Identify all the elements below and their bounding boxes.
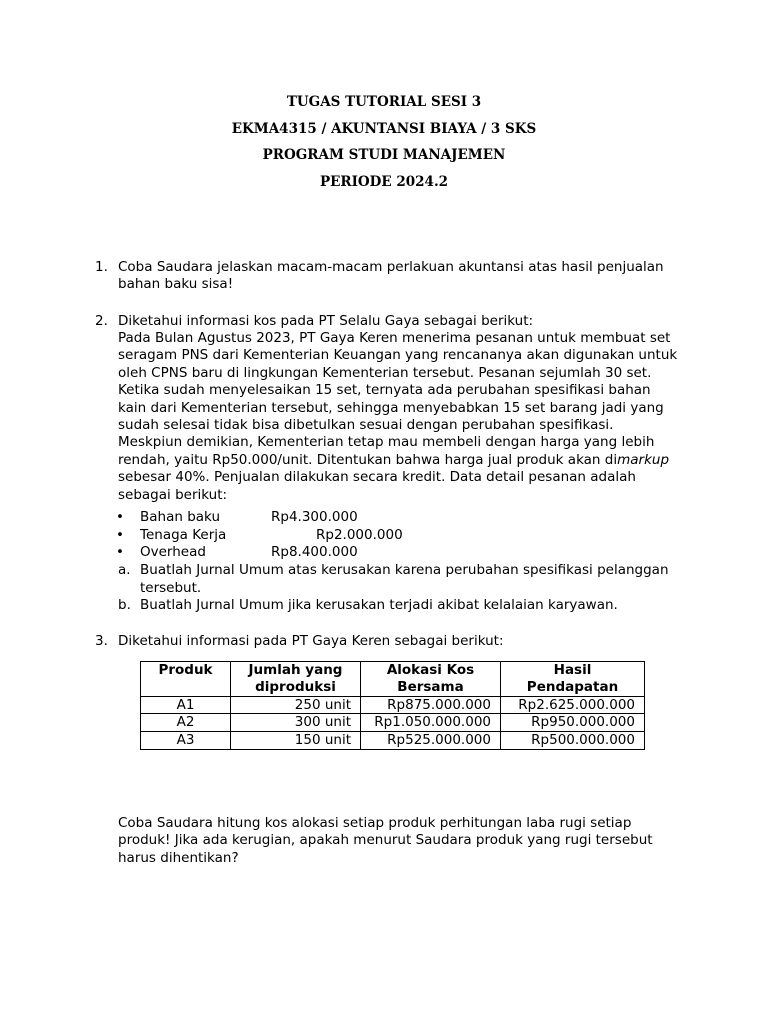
- question-2-intro: Diketahui informasi kos pada PT Selalu Gaya sebagai berikut:: [118, 313, 534, 329]
- closing-line: produk! Jika ada kerugian, apakah menurut Saudara produk yang rugi tersebut: [118, 832, 653, 849]
- header-jumlah: Jumlah yang diproduksi: [231, 662, 361, 697]
- table-row: [141, 732, 645, 750]
- paragraph-line: Meskpiun demikian, Kementerian tetap mau membeli dengan harga yang lebih: [118, 434, 655, 451]
- table-header-row: [141, 662, 645, 697]
- question-2-paragraph: [118, 330, 693, 504]
- paragraph-line: kain dari Kementerian tersebut, sehingga menyebabkan 15 set barang jadi yang: [118, 399, 664, 416]
- cell-allocation: Rp875.000.000: [361, 696, 501, 714]
- cell-revenue: Rp950.000.000: [501, 714, 645, 732]
- sub-question-a-letter: a.: [118, 562, 131, 578]
- cell-revenue: Rp2.625.000.000: [501, 696, 645, 714]
- sub-question-b-letter: b.: [118, 597, 131, 613]
- bullet-icon: •: [116, 509, 124, 525]
- cell-product: A1: [141, 696, 231, 714]
- paragraph-line: oleh CPNS baru di lingkungan Kementerian tersebut. Pesanan sejumlah 30 set.: [118, 364, 652, 381]
- header-alokasi: Alokasi Kos Bersama: [361, 662, 501, 697]
- sub-question-a-line-1: Buatlah Jurnal Umum atas kerusakan karena perubahan spesifikasi pelanggan: [140, 562, 669, 578]
- markup-prefix: rendah, yaitu Rp50.000/unit. Ditentukan bahwa harga jual produk akan di: [118, 451, 618, 468]
- cell-quantity: 150 unit: [231, 732, 361, 750]
- cost-value: Rp4.300.000: [271, 509, 358, 525]
- paragraph-line: sudah selesai tidak bisa dibetulkan sesuai dengan perubahan spesifikasi.: [118, 417, 614, 434]
- paragraph-line-markup: [118, 452, 693, 469]
- question-1-number: 1.: [95, 259, 108, 275]
- question-1-line-2: bahan baku sisa!: [118, 276, 234, 292]
- table-row: [141, 696, 645, 714]
- cell-product: A2: [141, 714, 231, 732]
- title-line-1: TUGAS TUTORIAL SESI 3: [286, 94, 482, 110]
- header-pendapatan: Hasil Pendapatan: [501, 662, 645, 697]
- question-1-line-1: Coba Saudara jelaskan macam-macam perlakuan akuntansi atas hasil penjualan: [118, 259, 664, 275]
- closing-line: harus dihentikan?: [118, 849, 239, 866]
- bullet-icon: •: [116, 527, 124, 543]
- header-produk: Produk: [141, 662, 231, 697]
- cell-allocation: Rp1.050.000.000: [361, 714, 501, 732]
- cost-label: Overhead: [140, 544, 206, 560]
- sub-question-a-line-2: tersebut.: [140, 580, 202, 596]
- cost-label: Bahan baku: [140, 509, 221, 525]
- question-3-intro: Diketahui informasi pada PT Gaya Keren sebagai berikut:: [118, 633, 504, 649]
- question-3-closing: [118, 815, 693, 867]
- title-line-4: PERIODE 2024.2: [319, 174, 449, 190]
- cost-value: Rp2.000.000: [316, 527, 403, 543]
- sub-question-b: Buatlah Jurnal Umum jika kerusakan terjadi akibat kelalaian karyawan.: [140, 597, 618, 613]
- title-line-2: EKMA4315 / AKUNTANSI BIAYA / 3 SKS: [231, 121, 537, 137]
- cost-value: Rp8.400.000: [271, 544, 358, 560]
- paragraph-line: sebagai berikut:: [118, 486, 228, 503]
- cell-revenue: Rp500.000.000: [501, 732, 645, 750]
- question-2-number: 2.: [95, 313, 108, 329]
- cost-label: Tenaga Kerja: [140, 527, 227, 543]
- table-row: [141, 714, 645, 732]
- cell-quantity: 250 unit: [231, 696, 361, 714]
- paragraph-line: Pada Bulan Agustus 2023, PT Gaya Keren menerima pesanan untuk membuat set: [118, 330, 671, 346]
- paragraph-line: sebesar 40%. Penjualan dilakukan secara kredit. Data detail pesanan adalah: [118, 469, 636, 486]
- cell-product: A3: [141, 732, 231, 750]
- question-3-number: 3.: [95, 633, 108, 649]
- cell-allocation: Rp525.000.000: [361, 732, 501, 750]
- markup-word: markup: [617, 451, 670, 468]
- bullet-icon: •: [116, 544, 124, 560]
- cell-quantity: 300 unit: [231, 714, 361, 732]
- paragraph-line: Ketika sudah menyelesaikan 15 set, ternyata ada perubahan spesifikasi bahan: [118, 382, 651, 399]
- product-table: [140, 661, 645, 750]
- closing-line: Coba Saudara hitung kos alokasi setiap produk perhitungan laba rugi setiap: [118, 815, 632, 831]
- title-line-3: PROGRAM STUDI MANAJEMEN: [262, 147, 506, 163]
- paragraph-line: seragam PNS dari Kementerian Keuangan yang rencananya akan digunakan untuk: [118, 347, 678, 364]
